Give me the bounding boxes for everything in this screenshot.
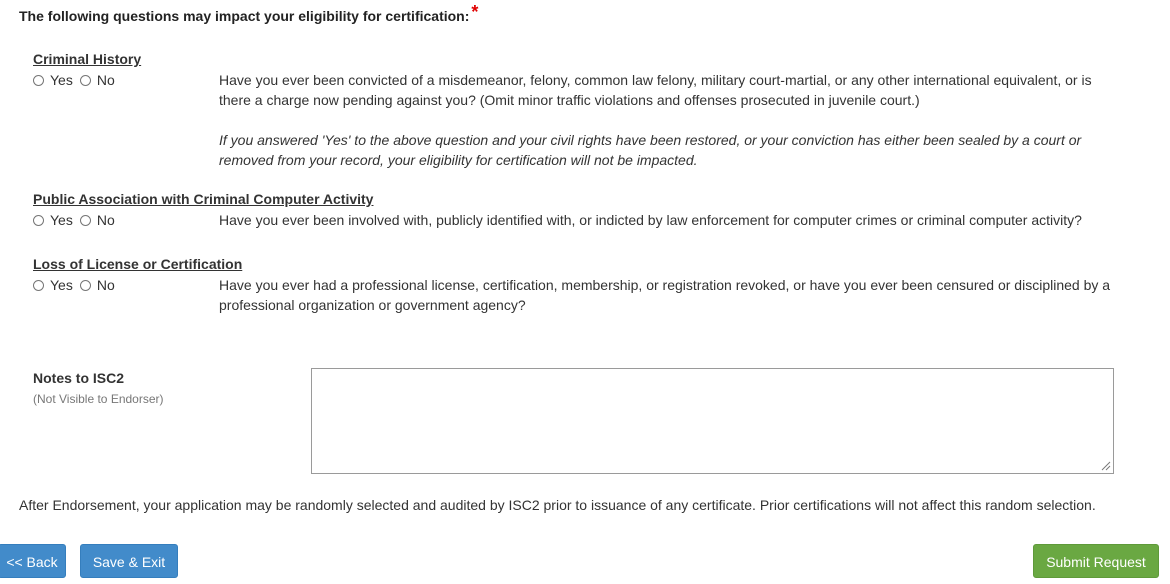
public-association-no-label: No (96, 212, 115, 228)
criminal-history-yes-option[interactable] (33, 70, 73, 90)
section-title-loss-of-license: Loss of License or Certification (33, 256, 243, 272)
notes-sublabel: (Not Visible to Endorser) (33, 392, 164, 406)
loss-of-license-yes-radio[interactable] (33, 280, 44, 291)
criminal-history-no-radio[interactable] (80, 75, 91, 86)
back-button[interactable]: << Back (0, 544, 66, 578)
criminal-history-note: If you answered 'Yes' to the above question and your civil rights have been restored, or your conviction has either been sealed by a court or removed from your record, your eligibility for certification will not be impacted. (219, 132, 1082, 168)
loss-of-license-yes-label: Yes (50, 277, 73, 293)
submit-request-button[interactable]: Submit Request (1033, 544, 1159, 578)
public-association-yes-label: Yes (50, 212, 73, 228)
notes-label: Notes to ISC2 (33, 370, 125, 386)
loss-of-license-no-radio[interactable] (80, 280, 91, 291)
public-association-no-radio[interactable] (80, 215, 91, 226)
resize-grip-icon[interactable] (1101, 461, 1111, 471)
loss-of-license-no-label: No (96, 277, 115, 293)
eligibility-header (19, 2, 479, 26)
radio-group-criminal-history (33, 70, 122, 90)
loss-of-license-no-option[interactable] (80, 275, 115, 295)
section-title-public-association: Public Association with Criminal Computer Activity (33, 191, 374, 207)
loss-of-license-question: Have you ever had a professional license, certification, membership, or registration revoked, or have you ever been censured or disciplined by a professional organization or government agency? (219, 277, 1111, 313)
required-asterisk: * (471, 2, 479, 22)
section-loss-of-license (33, 255, 1143, 315)
audit-notice: After Endorsement, your application may be randomly selected and audited by ISC2 prior to issuance of any certificate. Prior certifications will not affect this random selection. (19, 497, 1096, 513)
loss-of-license-yes-option[interactable] (33, 275, 73, 295)
radio-group-public-association (33, 210, 122, 230)
criminal-history-question: Have you ever been convicted of a misdemeanor, felony, common law felony, military court-martial, or any other international equivalent, or is there a charge now pending against you? (Omit minor traffic violations and offenses prosecuted in juvenile court.) (219, 72, 1092, 108)
section-title-criminal-history: Criminal History (33, 51, 142, 67)
public-association-yes-radio[interactable] (33, 215, 44, 226)
section-public-association (33, 190, 1143, 230)
public-association-question: Have you ever been involved with, publicly identified with, or indicted by law enforcement for computer crimes or criminal computer activity? (219, 212, 1082, 228)
criminal-history-yes-label: Yes (50, 72, 73, 88)
criminal-history-no-label: No (96, 72, 115, 88)
eligibility-header-text: The following questions may impact your eligibility for certification: (19, 8, 470, 24)
criminal-history-no-option[interactable] (80, 70, 115, 90)
notes-textarea[interactable] (311, 368, 1114, 474)
criminal-history-yes-radio[interactable] (33, 75, 44, 86)
radio-group-loss-of-license (33, 275, 122, 295)
section-criminal-history (33, 50, 1143, 170)
save-exit-button[interactable]: Save & Exit (80, 544, 178, 578)
public-association-yes-option[interactable] (33, 210, 73, 230)
public-association-no-option[interactable] (80, 210, 115, 230)
